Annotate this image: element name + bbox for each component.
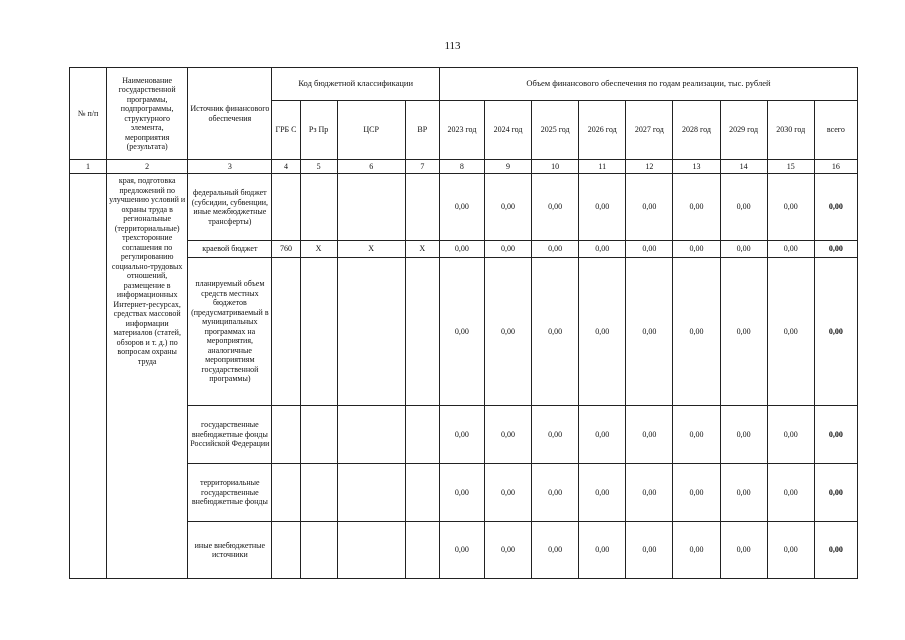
code-cell <box>300 258 337 406</box>
header-code-csr: ЦСР <box>337 101 405 160</box>
header-code-rzpr: Рз Пр <box>300 101 337 160</box>
header-number: № п/п <box>70 68 107 160</box>
value-cell: 0,00 <box>579 258 626 406</box>
total-cell: 0,00 <box>814 522 857 579</box>
value-cell: 0,00 <box>767 258 814 406</box>
column-number: 2 <box>107 160 188 174</box>
code-cell <box>272 174 300 241</box>
value-cell: 0,00 <box>439 241 484 258</box>
value-cell: 0,00 <box>626 406 673 464</box>
column-number: 13 <box>673 160 720 174</box>
code-cell: X <box>300 241 337 258</box>
source-cell: государственные внебюджетные фонды Российской Федерации <box>188 406 272 464</box>
value-cell: 0,00 <box>673 174 720 241</box>
total-cell: 0,00 <box>814 174 857 241</box>
code-cell <box>300 464 337 522</box>
value-cell: 0,00 <box>532 258 579 406</box>
source-cell: федеральный бюджет (субсидии, субвенции, иные межбюджетные трансферты) <box>188 174 272 241</box>
code-cell: X <box>405 241 439 258</box>
table-row <box>70 406 858 464</box>
value-cell: 0,00 <box>484 464 531 522</box>
value-cell: 0,00 <box>439 174 484 241</box>
value-cell: 0,00 <box>439 522 484 579</box>
header-total: всего <box>814 101 857 160</box>
value-cell: 0,00 <box>720 258 767 406</box>
value-cell: 0,00 <box>626 522 673 579</box>
column-number: 8 <box>439 160 484 174</box>
column-number: 3 <box>188 160 272 174</box>
value-cell: 0,00 <box>532 464 579 522</box>
header-year-2024: 2024 год <box>484 101 531 160</box>
total-cell: 0,00 <box>814 258 857 406</box>
value-cell: 0,00 <box>484 406 531 464</box>
column-number: 4 <box>272 160 300 174</box>
page-number: 113 <box>444 40 461 52</box>
value-cell: 0,00 <box>673 258 720 406</box>
value-cell: 0,00 <box>673 464 720 522</box>
value-cell: 0,00 <box>720 522 767 579</box>
value-cell: 0,00 <box>767 174 814 241</box>
total-cell: 0,00 <box>814 241 857 258</box>
value-cell: 0,00 <box>484 258 531 406</box>
code-cell <box>272 406 300 464</box>
column-number: 10 <box>532 160 579 174</box>
code-cell <box>337 522 405 579</box>
value-cell: 0,00 <box>626 258 673 406</box>
value-cell: 0,00 <box>767 522 814 579</box>
column-number: 9 <box>484 160 531 174</box>
value-cell: 0,00 <box>579 406 626 464</box>
value-cell: 0,00 <box>767 464 814 522</box>
code-cell <box>337 464 405 522</box>
value-cell: 0,00 <box>626 174 673 241</box>
header-code-grbs: ГРБ С <box>272 101 300 160</box>
value-cell: 0,00 <box>439 258 484 406</box>
column-number: 15 <box>767 160 814 174</box>
code-cell <box>405 174 439 241</box>
value-cell: 0,00 <box>532 406 579 464</box>
code-cell <box>337 258 405 406</box>
column-number: 7 <box>405 160 439 174</box>
total-cell: 0,00 <box>814 464 857 522</box>
code-cell <box>300 174 337 241</box>
row-number-cell <box>70 174 107 579</box>
table-row <box>70 258 858 406</box>
code-cell <box>337 174 405 241</box>
value-cell: 0,00 <box>439 464 484 522</box>
column-number-row <box>70 160 858 174</box>
value-cell: 0,00 <box>767 241 814 258</box>
value-cell: 0,00 <box>484 522 531 579</box>
code-cell <box>300 522 337 579</box>
code-cell <box>405 406 439 464</box>
header-source: Источник финансового обеспечения <box>188 68 272 160</box>
financing-table <box>69 67 858 579</box>
value-cell: 0,00 <box>484 241 531 258</box>
column-number: 6 <box>337 160 405 174</box>
column-number: 14 <box>720 160 767 174</box>
value-cell: 0,00 <box>439 406 484 464</box>
value-cell: 0,00 <box>626 464 673 522</box>
header-year-2027: 2027 год <box>626 101 673 160</box>
value-cell: 0,00 <box>720 464 767 522</box>
table-row <box>70 522 858 579</box>
header-year-2028: 2028 год <box>673 101 720 160</box>
code-cell <box>300 406 337 464</box>
header-name: Наименование государственной программы, подпрограммы, структурного элемента, мероприятия (результата) <box>107 68 188 160</box>
source-cell: краевой бюджет <box>188 241 272 258</box>
code-cell: X <box>337 241 405 258</box>
code-cell <box>405 258 439 406</box>
header-year-2025: 2025 год <box>532 101 579 160</box>
column-number: 5 <box>300 160 337 174</box>
measure-name: края, подготовка предложений по улучшению условий и охраны труда в региональные (территориальные) трехсторонние соглашения по регулированию социально-трудовых отношений, размещение в информационных Интернет-ресурсах, средствах массовой информации материалов (статей, обзоров и т. д.) по вопросам охраны труда <box>107 174 188 579</box>
value-cell: 0,00 <box>579 464 626 522</box>
value-cell: 0,00 <box>484 174 531 241</box>
value-cell: 0,00 <box>532 241 579 258</box>
table-row <box>70 464 858 522</box>
source-cell: территориальные государственные внебюджетные фонды <box>188 464 272 522</box>
value-cell: 0,00 <box>673 522 720 579</box>
header-year-2023: 2023 год <box>439 101 484 160</box>
column-number: 1 <box>70 160 107 174</box>
value-cell: 0,00 <box>720 241 767 258</box>
code-cell <box>405 522 439 579</box>
code-cell <box>272 464 300 522</box>
code-cell <box>272 522 300 579</box>
value-cell: 0,00 <box>673 241 720 258</box>
column-number: 12 <box>626 160 673 174</box>
source-cell: планируемый объем средств местных бюджетов (предусматриваемый в муниципальных программах на мероприятия, аналогичные мероприятиям государственной программы) <box>188 258 272 406</box>
table-row <box>70 174 858 241</box>
value-cell: 0,00 <box>720 174 767 241</box>
value-cell: 0,00 <box>579 522 626 579</box>
code-cell <box>405 464 439 522</box>
value-cell: 0,00 <box>767 406 814 464</box>
value-cell: 0,00 <box>579 241 626 258</box>
column-number: 16 <box>814 160 857 174</box>
header-year-2030: 2030 год <box>767 101 814 160</box>
header-year-2029: 2029 год <box>720 101 767 160</box>
value-cell: 0,00 <box>673 406 720 464</box>
column-number: 11 <box>579 160 626 174</box>
value-cell: 0,00 <box>579 174 626 241</box>
value-cell: 0,00 <box>720 406 767 464</box>
code-cell <box>272 258 300 406</box>
total-cell: 0,00 <box>814 406 857 464</box>
header-code-vr: ВР <box>405 101 439 160</box>
code-cell: 760 <box>272 241 300 258</box>
code-cell <box>337 406 405 464</box>
source-cell: иные внебюджетные источники <box>188 522 272 579</box>
header-financing-volume: Объем финансового обеспечения по годам реализации, тыс. рублей <box>439 68 857 101</box>
header-year-2026: 2026 год <box>579 101 626 160</box>
value-cell: 0,00 <box>532 174 579 241</box>
header-budget-codes: Код бюджетной классификации <box>272 68 439 101</box>
value-cell: 0,00 <box>626 241 673 258</box>
table-row <box>70 241 858 258</box>
value-cell: 0,00 <box>532 522 579 579</box>
